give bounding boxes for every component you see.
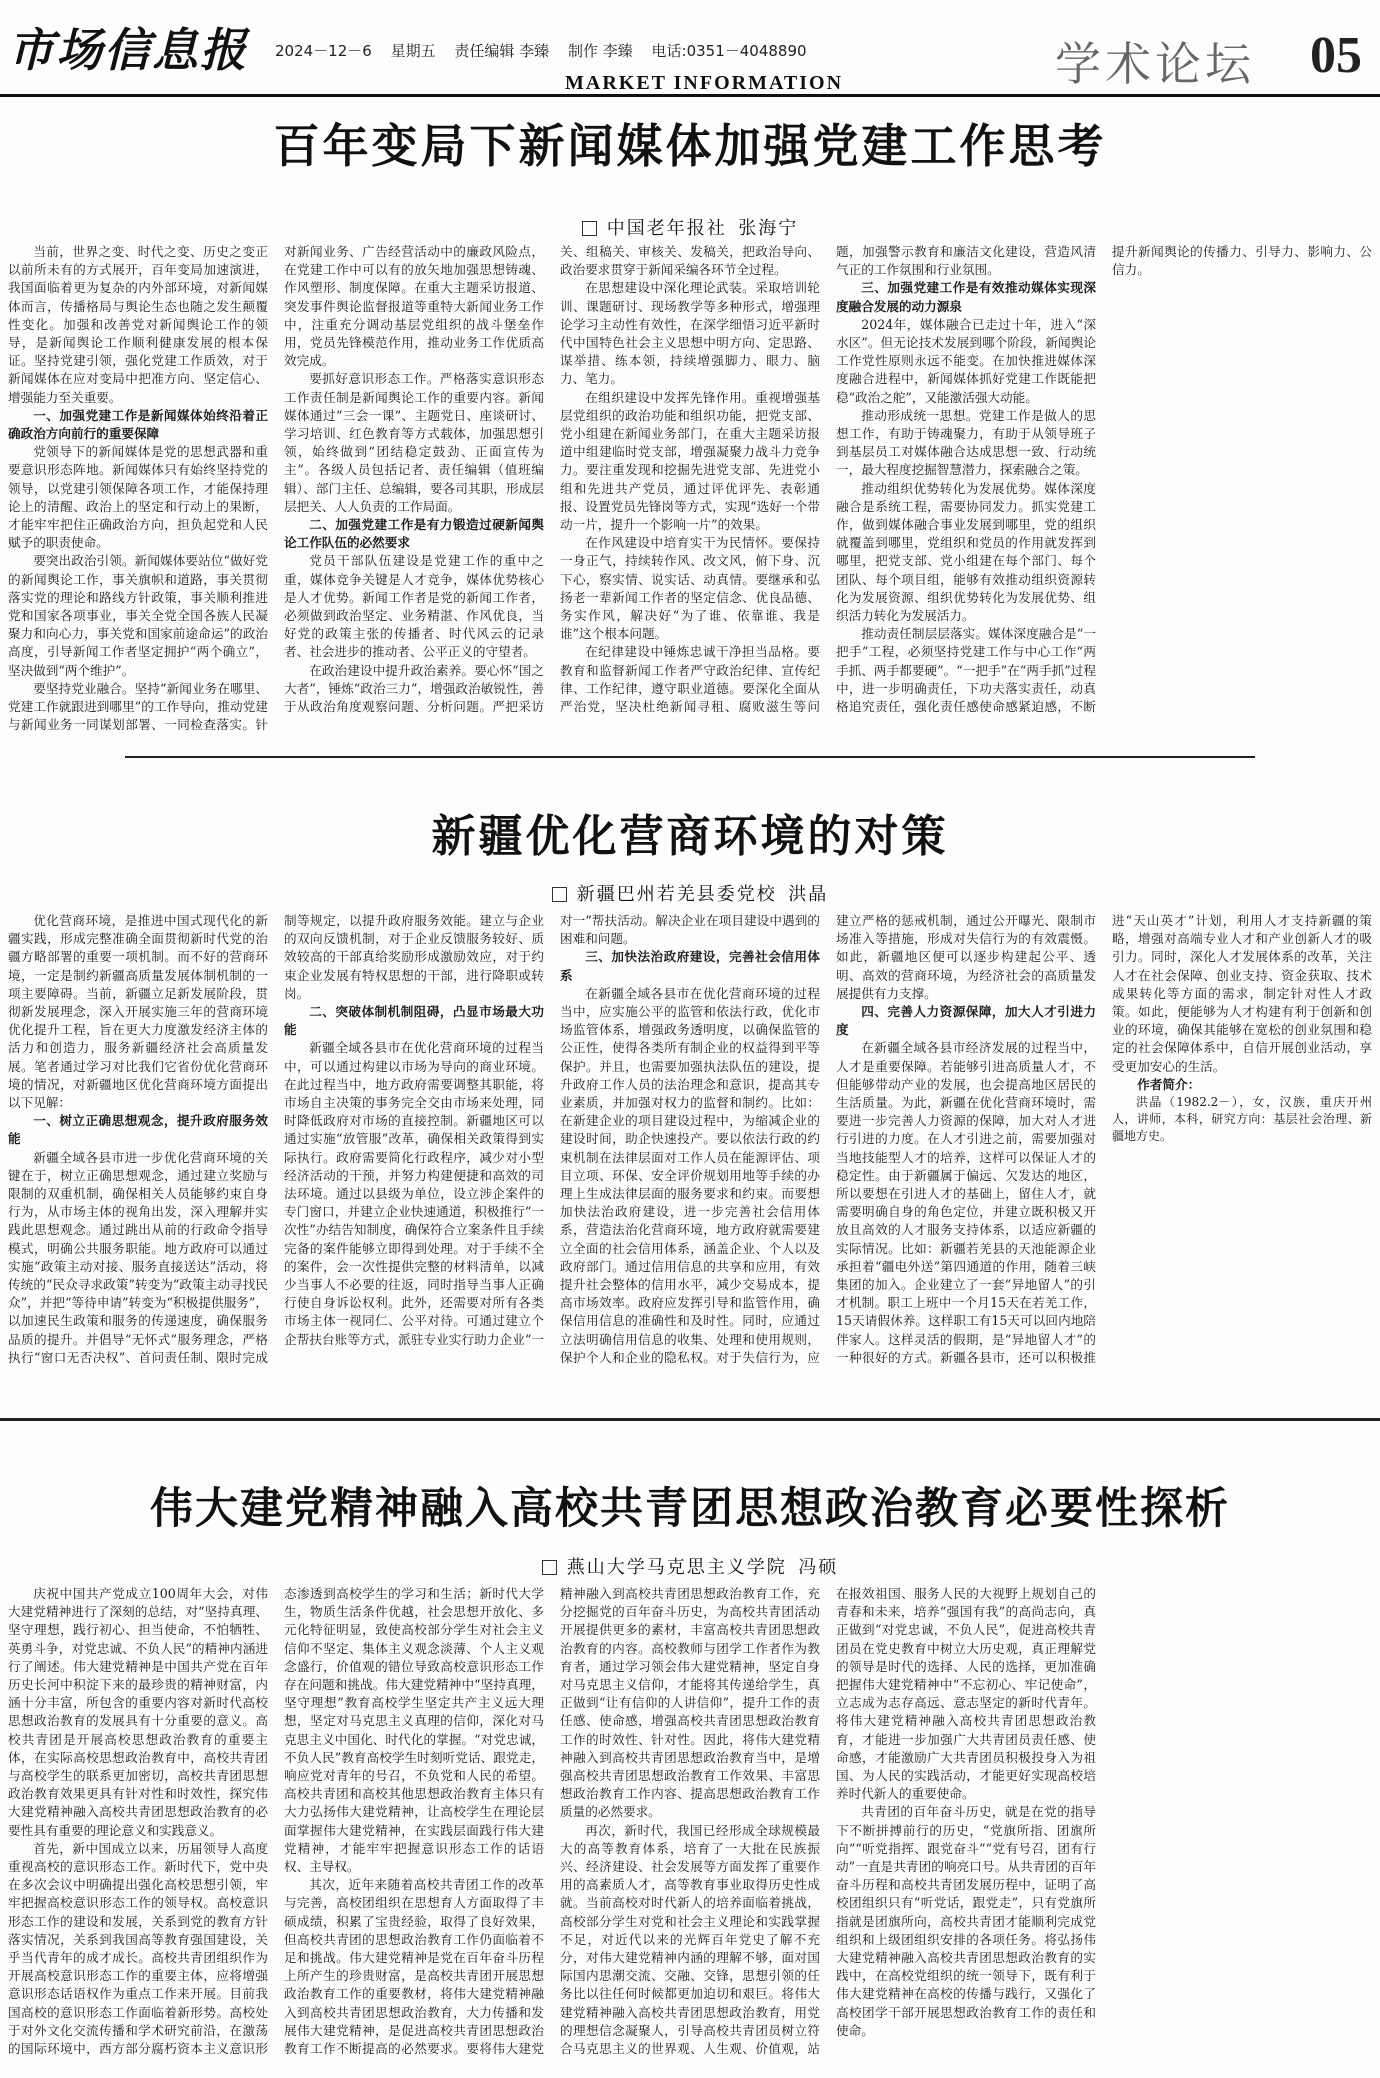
paragraph: 在新疆全域各县市在优化营商环境的过程当中，应实施公平的监管和依法行政，优化市场监管体系，增强政务透明度，以确保监管的公正性，使得各类所有制企业的权益得到平等保护。并且，也需要加强执法队伍的建设，提升政府工作人员的法治理念和意识，提高其专业素质，并加强对权力的监督和制约。比如：在新建企业的项目建设过程中，为缩减企业的建设时间，助企快速投产。要以依法行政的约束机制在法律层面对工作人员在能源评估、项目立项、环保、安全评价规划用地等手续的办理上生成法律层面的服务要求和约束。而要想加快法治政府建设，进一步完善社会信用体系，营造法治化营商环境，地方政府就需要建立全面的社会信用体系，涵盖企业、个人以及政府部门。通过信用信息的共享和应用，有效提升社会整体的信用水平，减少交易成本，提高市场效率。政府应发挥引导和监管作用，确保信用信息的准确性和及时性。同时，应通过立法明确信用信息的收集、处理和使用规则，保护个人和企业的隐私权。对于失信行为，应建立严格的惩戒机制，通过公开曝光、限制市场准入等措施，形成对失信行为的有效震慑。如此，新疆地区便可以逐步构建起公平、透明、高效的营商环境，为经济社会的高质量发展提供有力支撑。 (560, 913, 1096, 1365)
byline-box-icon (552, 887, 567, 902)
article-byline (0, 1553, 1380, 1579)
paragraph: 在作风建设中培育实干为民情怀。要保持一身正气，持续转作风、改文风，俯下身、沉下心，察实情、说实话、动真情。要继承和弘扬老一辈新闻工作者的坚定信念、优良品德、务实作风，解决好“为了谁、依靠谁、我是谁”这个根本问题。 (560, 535, 820, 642)
paragraph: 新疆全域各县市进一步优化营商环境的关键在于，树立正确思想观念，通过建立奖励与限制的双重机制，确保相关人员能够约束自身行为，从市场主体的视角出发，深入理解并实践此思想观念。通过跳出从前的行政命令指导模式，明确公共服务职能。地方政府可以通过实施“政策主动对接、服务直接送达”活动，将传统的“民众寻求政策”转变为“政策主动寻找民众”，并把“等待申请”转变为“积极提供服务”，以加速民生政策和服务的传递速度，确保服务品质的提升。并倡导“无怀式”服务理念，严格执行“窗口无否决权”、首问责任制、限时完成制等规定，以提升政府服务效能。建立与企业的双向反馈机制，对于企业反馈服务较好、质效较高的干部真给奖励形成激励效应，对于约束企业发展有特权思想的干部，进行降职或转岗。 (8, 913, 544, 1365)
section-heading: 二、加强党建工作是有力锻造过硬新闻舆论工作队伍的必然要求 (284, 517, 544, 551)
paragraph: 推动责任制层层落实。媒体深度融合是“一把手”工程，必须坚持党建工作与中心工作“两手抓、两手都要硬”。“一把手”在“两手抓”过程中，进一步明确责任，下功夫落实责任，动真格追究责任，强化责任感使命感紧迫感，不断提升新闻舆论的传播力、引导力、影响力、公信力。 (836, 244, 1372, 715)
paragraph: 在政治建设中提升政治素养。要心怀“国之大者”，锤炼“政治三力”，增强政治敏锐性，善于从政治角度观察问题、分析问题。严把采访关、组稿关、审核关、发稿关，把政治导向、政治要求贯穿于新闻采编各环节全过程。 (284, 244, 820, 715)
issue-weekday: 星期五 (390, 42, 436, 60)
byline-name: 冯硕 (798, 1557, 839, 1578)
masthead (0, 0, 1380, 100)
paragraph: 2024年，媒体融合已走过十年，进入“深水区”。但无论技术发展到哪个阶段，新闻舆论工作党性原则永远不能变。在加快推进媒体深度融合进程中，新闻媒体抓好党建工作既能把稳“政治之舵”，又能激活强大动能。 (836, 316, 1096, 405)
article-body (8, 243, 1372, 735)
section-heading: 四、完善人力资源保障，加大人才引进力度 (836, 1004, 1096, 1038)
section-heading: 一、树立正确思想观念，提升政府服务效能 (8, 1113, 268, 1147)
paragraph: 共青团的百年奋斗历史，就是在党的指导下不断拼搏前行的历史，“党旗所指、团旗所向”“听党指挥、跟党奋斗”“党有号召，团有行动”一直是共青团的响亮口号。从共青团的百年奋斗历程和高校共青团发展历程中，证明了高校团组织只有“听党话，跟党走”，只有党旗所指就是团旗所向，高校共青团才能顺利完成党组织和上级团组织安排的各项任务。将弘扬伟大建党精神融入高校共青团思想政治教育的实践中，在高校党组织的统一领导下，既有利于伟大建党精神在高校的传播与践行，又强化了高校团学干部开展思想政治教育工作的责任和使命。 (836, 1804, 1096, 2038)
paragraph: 再次，新时代，我国已经形成全球规模最大的高等教育体系，培育了一大批在民族振兴、经济建设、社会发展等方面发挥了重要作用的高素质人才，高等教育事业取得历史性成就。当前高校对时代新人的培养面临着挑战，高校部分学生对党和社会主义理论和实践掌握不足，对近代以来的光辉百年党史了解不充分，对伟大建党精神内涵的理解不够，面对国际国内思潮交流、交融、交锋，思想引领的任务比以往任何时候都更加迫切和艰巨。将伟大建党精神融入高校共青团思想政治教育，用党的理想信念凝聚人，引导高校共青团员树立符合马克思主义的世界观、人生观、价值观，站在报效祖国、服务人民的大视野上规划自己的青春和未来，培养“强国有我”的高尚志向，真正做到“对党忠诚，不负人民”，促进高校共青团员在党史教育中树立大历史观，真正理解党的领导是时代的选择、人民的选择，更加准确把握伟大建党精神中“不忘初心、牢记使命”，立志成为志存高远、意志坚定的新时代青年。将伟大建党精神融入高校共青团思想政治教育，才能进一步加强广大共青团员责任感、使命感，才能激励广大共青团员积极投身入为祖国、为人民的实践活动，才能更好实现高校培养时代新人的重要使命。 (560, 1586, 1096, 2057)
byline-org: 中国老年报社 (606, 218, 727, 239)
byline-org: 燕山大学马克思主义学院 (566, 1557, 787, 1578)
byline-org: 新疆巴州若羌县委党校 (576, 884, 777, 905)
byline-name: 洪晶 (788, 884, 829, 905)
paragraph: 其次，近年来随着高校共青团工作的改革与完善，高校团组织在思想育人方面取得了丰硕成绩，积累了宝贵经验，取得了良好效果，但高校共青团的思想政治教育工作仍面临着不足和挑战。伟大建党精神是党在百年奋斗历程上所产生的珍贵财富，是高校共青团开展思想政治教育工作的重要教材，将伟大建党精神融入到高校共青团思想政治教育，大力传播和发展伟大建党精神，是促进高校共青团思想政治教育工作不断提高的必然要求。要将伟大建党精神融入到高校共青团思想政治教育工作，充分挖掘党的百年奋斗历史，为高校共青团活动开展提供更多的素材，丰富高校共青团思想政治教育的内容。高校教师与团学工作者作为教育者，通过学习领会伟大建党精神，坚定自身对马克思主义信仰，才能将其传递给学生，真正做到“让有信仰的人讲信仰”，提升工作的责任感、使命感，增强高校共青团思想政治教育工作的时效性、针对性。因此，将伟大建党精神融入到高校共青团思想政治教育当中，是增强高校共青团思想政治教育工作效果、丰富思想政治教育工作内容、提高思想政治教育工作质量的必然要求。 (284, 1586, 820, 2057)
section-heading: 三、加快法治政府建设，完善社会信用体系 (560, 949, 820, 983)
newspaper-english-name: MARKET INFORMATION (565, 72, 844, 94)
paragraph: 在思想建设中深化理论武装。采取培训轮训、课题研讨、现场教学等多种形式，增强理论学习主动性有效性，在深学细悟习近平新时代中国特色社会主义思想中明方向、定思路、谋举措、练本领，持续增强脚力、眼力、脑力、笔力。 (560, 280, 820, 387)
byline-box-icon (582, 221, 597, 236)
article-body (8, 912, 1372, 1376)
paragraph: 要抓好意识形态工作。严格落实意识形态工作责任制是新闻舆论工作的重要内容。新闻媒体通过“三会一课”、主题党日、座谈研讨、学习培训、红色教育等方式载体，加强思想引领，始终做到“团结稳定鼓劲、正面宣传为主”。各级人员包括记者、责任编辑（值班编辑）、部门主任、总编辑，要各司其职，形成层层把关、人人负责的工作局面。 (284, 371, 544, 514)
article-title: 百年变局下新闻媒体加强党建工作思考 (273, 119, 1107, 173)
section-heading: 三、加强党建工作是有效推动媒体实现深度融合发展的动力源泉 (836, 280, 1096, 314)
paragraph: 要坚持党业融合。坚持“新闻业务在哪里、党建工作就跟进到哪里”的工作导向，推动党建与新闻业务一同谋划部署、一同检查落实。针对新闻业务、广告经营活动中的廉政风险点，在党建工作中可以有的放矢地加强思想铸魂、作风塑形、制度保障。在重大主题采访报道、突发事件舆论监督报道等重特大新闻业务工作中，注重充分调动基层党组织的战斗堡垒作用，党员先锋模范作用，推动业务工作优质高效完成。 (8, 244, 544, 733)
section-heading: 一、加强党建工作是新闻媒体始终沿着正确政治方向前行的重要保障 (8, 407, 268, 442)
byline-name: 张海宁 (738, 218, 799, 239)
article-body (8, 1585, 1372, 2073)
paragraph: 在组织建设中发挥先锋作用。重视增强基层党组织的政治功能和组织功能，把党支部、党小组建在新闻业务部门，在重大主题采访报道中组建临时党支部，增强凝聚力战斗力竞争力。要注重发现和挖掘先进党支部、先进党小组和先进共产党员，通过评优评先、表彰通报、设置党员先锋岗等方式，实现“选好一个带动一片，提升一个影响一片”的效果。 (560, 389, 820, 533)
masthead-rule (0, 94, 1380, 97)
paragraph: 党员干部队伍建设是党建工作的重中之重，媒体竞争关键是人才竞争，媒体优势核心是人才优势。新闻工作者是党的新闻工作者，必须做到政治坚定、业务精湛、作风优良，当好党的政策主张的传播者、时代风云的记录者、社会进步的推动者、公平正义的守望者。 (284, 553, 544, 660)
paragraph: 优化营商环境，是推进中国式现代化的新疆实践，形成完整准确全面贯彻新时代党的治疆方略部署的重要一项机制。而不好的营商环境，一定是制约新疆高质量发展体制机制的一项主要障碍。当前，新疆立足新发展阶段，贯彻新发展理念，深入开展实施三年的营商环境优化提升工程，旨在更大力度激发经济主体的活力和创造力，服务新疆经济社会高质量发展。笔者通过学习对比我们它省份优化营商环境的情况，对新疆地区优化营商环境方面提出以下见解： (8, 913, 268, 1111)
article-title: 伟大建党精神融入高校共青团思想政治教育必要性探析 (150, 1484, 1230, 1534)
paragraph: 推动组织优势转化为发展优势。媒体深度融合是系统工程，需要协同发力。抓实党建工作，做到媒体融合事业发展到哪里，党的组织就覆盖到哪里，党组织和党员的作用就发挥到哪里，把党支部、党小组建在每个部门、每个团队、每个项目组，能够有效推动组织资源转化为发展资源、组织优势转化为发展优势、组织活力转化为发展活力。 (836, 480, 1096, 624)
section-heading: 二、突破体制机制阻碍，凸显市场最大功能 (284, 1004, 544, 1038)
issue-date: 2024－12－6 (275, 42, 372, 60)
newspaper-name: 市场信息报 (8, 23, 248, 77)
paragraph: 新疆全域各县市在优化营商环境的过程当中，可以通过构建以市场为导向的商业环境。在此过程当中，地方政府需要调整其职能，将市场自主决策的事务完全交由市场来处理，同时降低政府对市场的直接控制。新疆地区可以通过实施“放管服”改革，确保相关政策得到实际执行。政府需要简化行政程序，减少对小型经济活动的干预，并努力构建便捷和高效的司法环境。通过以县级为单位，设立涉企案件的专门窗口，并建立企业快速通道，积极推行“一次性”办结告知制度，确保符合立案条件且手续完备的案件能够立即得到处理。对于手续不全的案件，会一次性提供完整的材料清单，以减少当事人不必要的往返，同时指导当事人正确行使自身诉讼权利。此外，还需要对所有各类市场主体一视同仁、公平对待。可通过建立个企帮扶台账等方式，派驻专业实行助力企业“一对一”帮扶活动。解决企业在项目建设中遇到的困难和问题。 (284, 913, 820, 1347)
issue-producer: 制作 李臻 (567, 42, 633, 60)
issue-meta (275, 40, 821, 61)
byline-box-icon (542, 1560, 557, 1575)
article-divider (0, 1418, 1380, 1421)
column-name: 学术论坛 (1055, 37, 1255, 91)
author-bio-heading: 作者简介： (1137, 1076, 1201, 1092)
author-bio: 洪晶（1982.2－），女，汉族，重庆开州人，讲师，本科，研究方向：基层社会治理、新疆地方史。 (1112, 1095, 1372, 1144)
issue-editor: 责任编辑 李臻 (454, 42, 550, 60)
paragraph: 在新疆全域各县市经济发展的过程当中，人才是重要保障。若能够引进高质量人才，不但能够带动产业的发展，也会提高地区居民的生活质量。为此，新疆在优化营商环境时，需要进一步完善人力资源的保障，加大对人才进行引进的力度。在人才引进之前，需要加强对当地技能型人才的培养，这样可以保证人才的稳定性。由于新疆属于偏远、欠发达的地区，所以要想在引进人才的基础上，留住人才，就需要明确自身的角色定位，并建立既积极又开放且高效的人才服务支持体系，以适应新疆的实际情况。比如：新疆若羌县的天池能源企业承担着“疆电外送”第四通道的作用，随着三峡集团的加入。企业建立了一套“异地留人”的引才机制。职工上班中一个月15天在若羌工作，15天请假休养。这样职工有15天可以回内地陪伴家人。这样灵活的假期，是“异地留人才”的一种很好的方式。新疆各县市，还可以积极推进“天山英才”计划，利用人才支持新疆的策略，增强对高端专业人才和产业创新人才的吸引力。同时，深化人才发展体系的改革，关注人才在社会保障、创业支持、资金获取、技术成果转化等方面的需求，制定针对性人才政策。如此，便能够为人才构建有利于创新和创业的环境，确保其能够在宽松的创业氛围和稳定的社会保障体系中，自信开展创业活动，享受更加安心的生活。 (836, 913, 1372, 1365)
paragraph: 在纪律建设中锤炼忠诚干净担当品格。要教育和监督新闻工作者严守政治纪律、宣传纪律、工作纪律，遵守职业道德。要深化全面从严治党，坚决杜绝新闻寻租、腐败滋生等问题，加强警示教育和廉洁文化建设，营造风清气正的工作氛围和行业氛围。 (560, 244, 1096, 715)
paragraph: 首先，新中国成立以来，历届领导人高度重视高校的意识形态工作。新时代下，党中央在多次会议中明确提出强化高校思想引领，牢牢把握高校意识形态工作的领导权。高校意识形态工作的建设和发展，关系到党的教育方针落实情况，关系到我国高等教育强国建设，关乎当代青年的成才成长。高校共青团组织作为开展高校意识形态工作的重要主体，应将增强意识形态话语权作为重点工作来开展。目前我国高校的意识形态工作面临着新形势。高校处于对外文化交流传播和学术研究前沿，在激荡的国际环境中，西方部分腐朽资本主义意识形态渗透到高校学生的学习和生活；新时代大学生，物质生活条件优越，社会思想开放化、多元化特征明显，致使高校部分学生对社会主义信仰不坚定、集体主义观念淡薄、个人主义观念盛行，价值观的错位导致高校意识形态工作存在问题和挑战。伟大建党精神中“坚持真理，坚守理想”教育高校学生坚定共产主义远大理想，坚定对马克思主义真理的信仰，深化对马克思主义中国化、时代化的掌握。“对党忠诚，不负人民”教育高校学生时刻听党话、跟党走，响应党对青年的号召，不负党和人民的希望。高校共青团和高校其他思想政治教育主体只有大力弘扬伟大建党精神，让高校学生在理论层面掌握伟大建党精神，在实践层面践行伟大建党精神，才能牢牢把握意识形态工作的话语权、主导权。 (8, 1586, 544, 2057)
paragraph: 庆祝中国共产党成立100周年大会，对伟大建党精神进行了深刻的总结，对“坚持真理、坚守理想，践行初心、担当使命，不怕牺牲、英勇斗争，对党忠诚、不负人民”的精神内涵进行了阐述。伟大建党精神是中国共产党在百年历史长河中积淀下来的最珍贵的精神财富，内涵十分丰富，所包含的重要内容对新时代高校思想政治教育的发展具有十分重要的意义。高校共青团是开展高校思想政治教育的重要主体，在实际高校思想政治教育中，高校共青团与高校学生的联系更加密切，高校共青团思想政治教育效果更具有针对性和时效性，探究伟大建党精神融入高校共青团思想政治教育的必要性具有重要的理论意义和实践意义。 (8, 1586, 268, 1838)
page-number: 05 (1310, 27, 1362, 84)
paragraph: 推动形成统一思想。党建工作是做人的思想工作，有助于铸魂聚力，有助于从领导班子到基层员工对媒体融合达成思想一致、行动统一，最大程度挖掘智慧潜力，探索融合之策。 (836, 407, 1096, 478)
article-byline (0, 880, 1380, 906)
paragraph: 党领导下的新闻媒体是党的思想武器和重要意识形态阵地。新闻媒体只有始终坚持党的领导，以党建引领保障各项工作，才能保持理论上的清醒、政治上的坚定和行动上的果断，才能牢牢把住正确政治方向，担负起党和人民赋予的职责使命。 (8, 444, 268, 551)
article-byline (0, 214, 1380, 240)
article-divider (125, 756, 1255, 758)
article-title: 新疆优化营商环境的对策 (431, 811, 949, 862)
issue-phone: 电话:0351－4048890 (651, 42, 807, 60)
paragraph: 当前，世界之变、时代之变、历史之变正以前所未有的方式展开，百年变局加速演进，我国面临着更为复杂的内外部环境，对新闻媒体而言，传播格局与舆论生态也随之发生颠覆性变化。加强和改善党对新闻舆论工作的领导，是新闻舆论工作顺利健康发展的根本保证。坚持党建引领，强化党建工作质效，对于新闻媒体在应对变局中把准方向、坚定信心、增强能力至关重要。 (8, 244, 268, 405)
paragraph: 要突出政治引领。新闻媒体要站位“做好党的新闻舆论工作，事关旗帜和道路，事关贯彻落实党的理论和路线方针政策，事关顺利推进党和国家各项事业，事关全党全国各族人民凝聚力和向心力，事关党和国家前途命运”的政治高度，引导新闻工作者坚定拥护“两个确立”，坚决做到“两个维护”。 (8, 553, 268, 678)
